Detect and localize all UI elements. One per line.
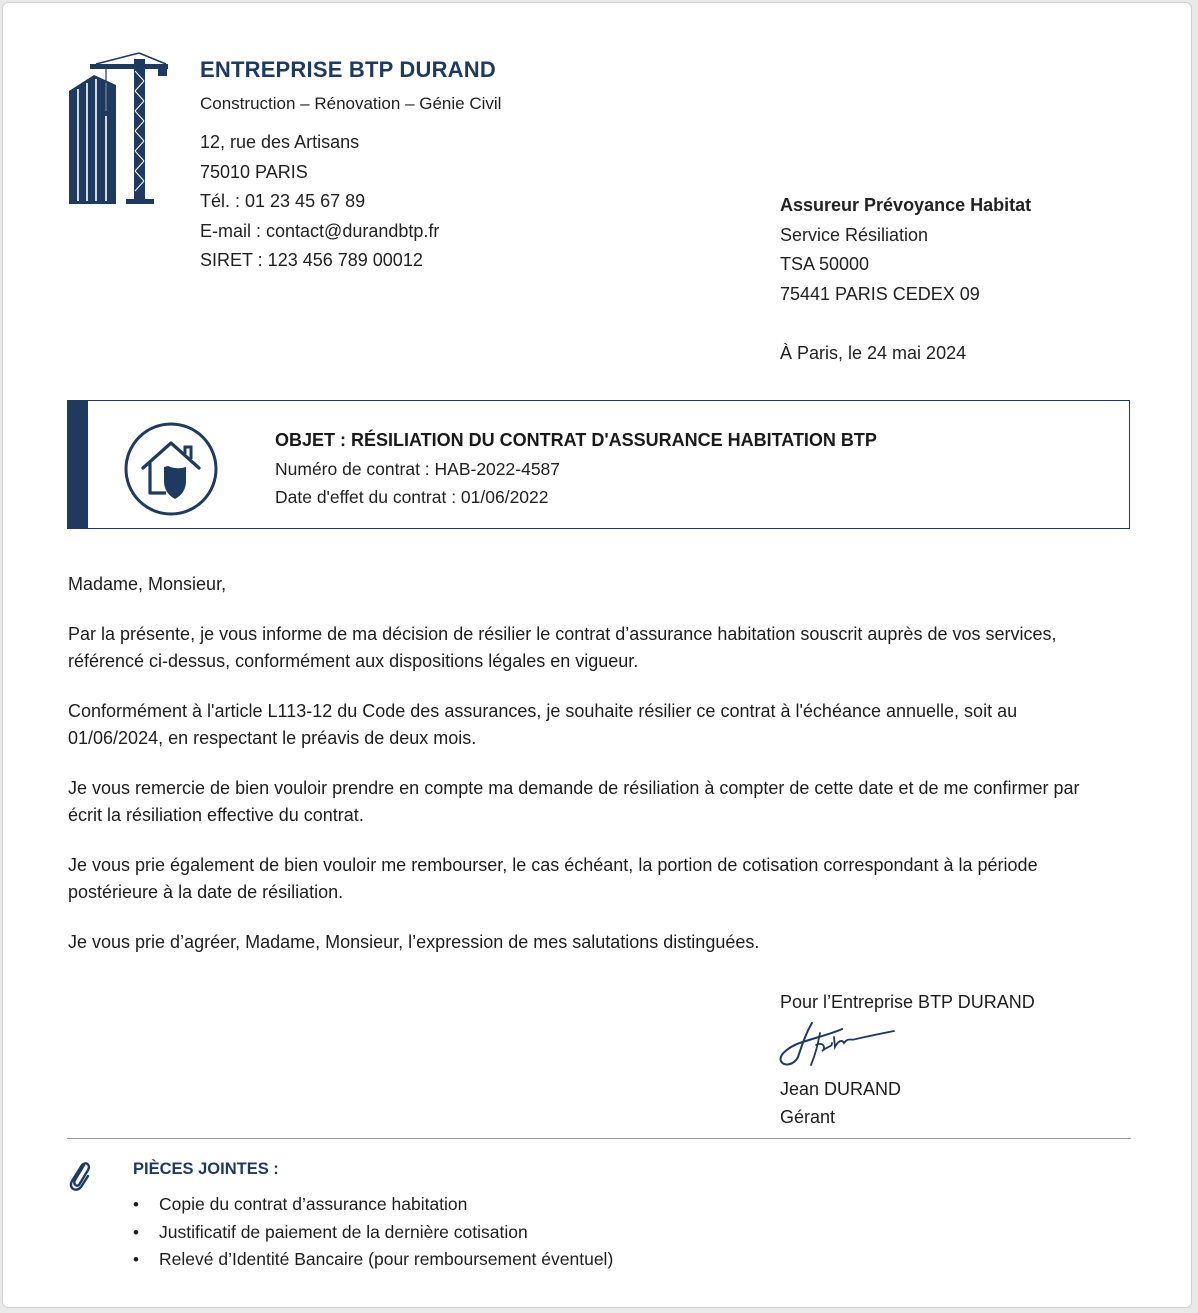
body-paragraph: Je vous remercie de bien vouloir prendre en compte ma demande de résiliation à compter de cette date et de me confirmer par écrit la résiliation effective du contrat.: [68, 777, 1080, 825]
attachments-list: [133, 1191, 613, 1274]
building-crane-logo: [66, 51, 170, 207]
handwritten-signature: [778, 1015, 908, 1073]
company-phone: Tél. : 01 23 45 67 89: [200, 191, 366, 211]
list-item: • Copie du contrat d’assurance habitation: [133, 1191, 613, 1219]
letter-page: [2, 2, 1192, 1308]
recipient-service: Service Résiliation: [780, 224, 929, 245]
recipient-name: Assureur Prévoyance Habitat: [780, 195, 1032, 215]
subject-title: OBJET : RÉSILIATION DU CONTRAT D'ASSURANCE HABITATION BTP: [275, 430, 877, 450]
greeting: Madame, Monsieur,: [68, 574, 227, 594]
company-tagline: Construction – Rénovation – Génie Civil: [200, 94, 502, 113]
company-email: E-mail : contact@durandbtp.fr: [200, 220, 440, 241]
closing-formula: Je vous prie d’agréer, Madame, Monsieur, l’expression de mes salutations distinguées.: [68, 931, 760, 952]
paperclip-icon: [66, 1158, 94, 1192]
subject: [275, 426, 877, 512]
letter-body: [68, 571, 1108, 956]
recipient-address: [780, 191, 1031, 309]
company-header: [200, 57, 501, 276]
body-paragraph: Conformément à l'article L113-12 du Code des assurances, je souhaite résilier ce contrat à l'échéance annuelle, soit au 01/06/2024, en respectant le préavis de deux mois.: [68, 700, 1018, 748]
company-name: ENTREPRISE BTP DURAND: [200, 57, 496, 82]
contract-number: Numéro de contrat : HAB-2022-4587: [275, 458, 561, 479]
body-paragraph: Je vous prie également de bien vouloir me rembourser, le cas échéant, la portion de cotisation correspondant à la période postérieure à la date de résiliation.: [68, 854, 1038, 902]
list-item: • Relevé d’Identité Bancaire (pour remboursement éventuel): [133, 1246, 613, 1274]
attachments-title: PIÈCES JOINTES :: [133, 1160, 279, 1178]
company-address-line1: 12, rue des Artisans: [200, 132, 360, 152]
recipient-address-line2: 75441 PARIS CEDEX 09: [780, 283, 980, 304]
list-item: • Justificatif de paiement de la dernière cotisation: [133, 1219, 613, 1247]
company-address: [200, 128, 501, 276]
house-shield-icon: [123, 421, 219, 517]
signer-name: Jean DURAND: [780, 1079, 902, 1099]
body-paragraph: Par la présente, je vous informe de ma décision de résilier le contrat d’assurance habitation souscrit auprès de vos services, référencé ci-dessus, conformément aux dispositions légales en vigueur.: [68, 623, 1057, 671]
contract-effective-date: Date d'effet du contrat : 01/06/2022: [275, 487, 549, 507]
letter-date: À Paris, le 24 mai 2024: [780, 343, 967, 363]
signoff: Pour l’Entreprise BTP DURAND: [780, 992, 1035, 1012]
divider: [67, 1138, 1131, 1139]
signer: [780, 1075, 901, 1131]
signer-role: Gérant: [780, 1107, 836, 1127]
company-siret: SIRET : 123 456 789 00012: [200, 250, 423, 270]
recipient-address-line1: TSA 50000: [780, 254, 870, 274]
company-address-line2: 75010 PARIS: [200, 161, 308, 182]
